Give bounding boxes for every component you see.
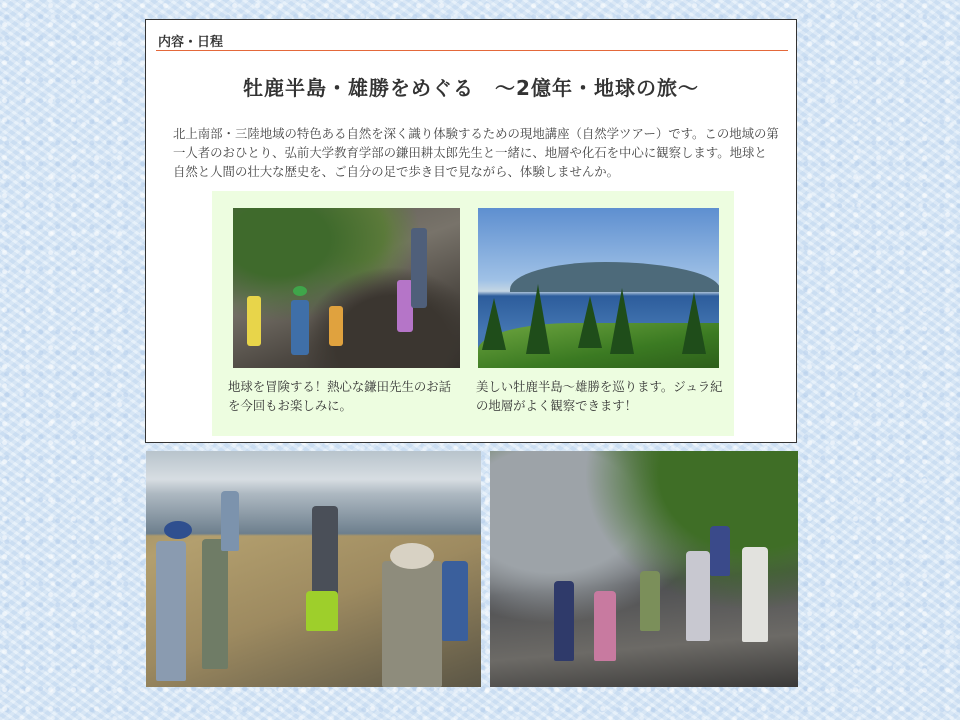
participant-figure (156, 541, 186, 681)
tree-shape (682, 292, 706, 354)
hiker-figure (329, 306, 343, 346)
participant-figure (221, 491, 239, 551)
hiker-figure (293, 286, 307, 296)
island-photo (478, 208, 719, 368)
participant-figure (594, 591, 616, 661)
content-panel (145, 19, 797, 443)
participant-figure (164, 521, 192, 539)
tree-shape (610, 288, 634, 354)
photo-caption: 地球を冒険する！熱心な鎌田先生のお話を今回もお楽しみに。 (228, 379, 452, 413)
tree-shape (578, 296, 602, 348)
photo-caption: 美しい牡鹿半島～雄勝を巡ります。ジュラ紀の地層がよく観察できます！ (476, 379, 723, 413)
participant-figure (442, 561, 468, 641)
intro-text: 北上南部・三陸地域の特色ある自然を深く識り体験するための現地講座（自然学ツアー）です。この地域の第一人者のおひとり、弘前大学教育学部の鎌田耕太郎先生と一緒に、地層や化石を中心に観察します。地球と自然と人間の壮大な歴史を、ご自分の足で歩き目で見ながら、体験しませんか。 (173, 126, 779, 179)
participant-figure (686, 551, 710, 641)
hiker-figure (247, 296, 261, 346)
coastal-rocks-photo (146, 451, 481, 687)
participant-figure (306, 591, 338, 631)
participant-figure (202, 539, 228, 669)
participant-figure (742, 547, 768, 642)
trail-photo (233, 208, 460, 368)
participant-figure (312, 506, 338, 596)
participant-figure (640, 571, 660, 631)
tetrapod-shore-photo (490, 451, 798, 687)
participant-figure (710, 526, 730, 576)
section-label: 内容・日程 (158, 35, 224, 50)
participant-figure (554, 581, 574, 661)
participant-figure (382, 561, 442, 687)
participant-figure (390, 543, 434, 569)
tree-shape (482, 298, 506, 350)
tree-shape (526, 284, 550, 354)
photo-box (212, 191, 734, 436)
hiker-figure (411, 228, 427, 308)
page-title: 牡鹿半島・雄勝をめぐる ～2億年・地球の旅～ (243, 76, 699, 100)
hiker-figure (291, 300, 309, 355)
section-divider (156, 50, 788, 51)
